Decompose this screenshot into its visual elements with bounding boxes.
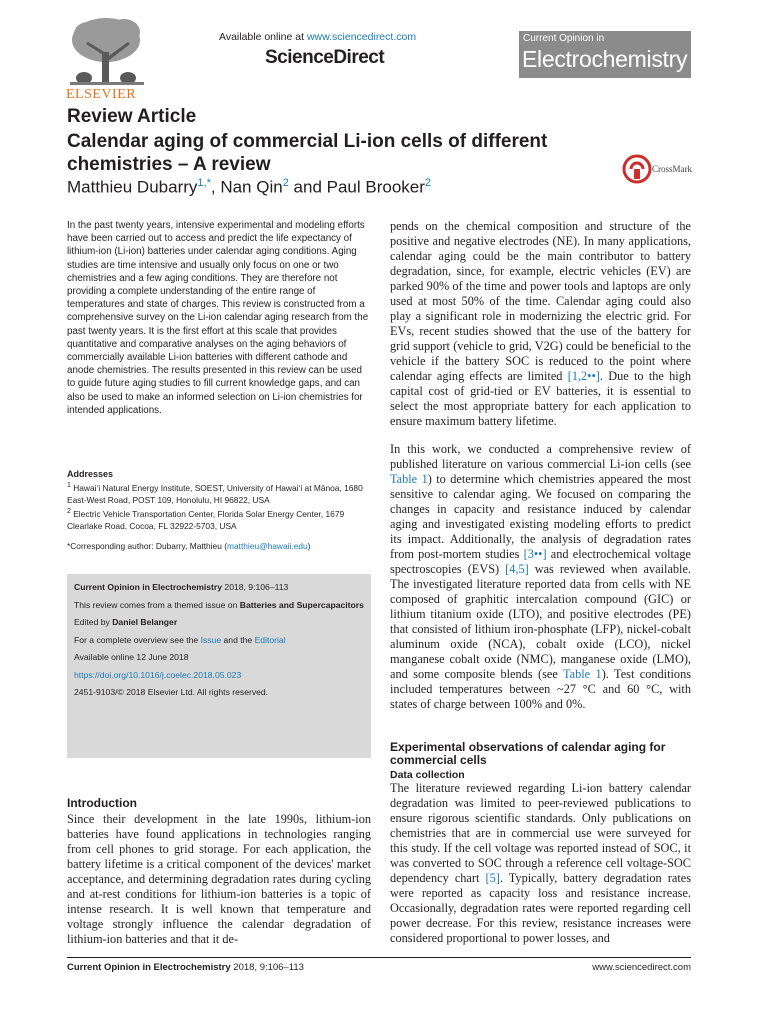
info-citation <box>74 581 364 593</box>
p2-text-c: and electrochemical voltage spectroscopies (EVS) <box>390 547 691 576</box>
elsevier-tree-logo <box>66 12 148 90</box>
author-name: Nan Qin <box>220 177 283 197</box>
issue-link[interactable]: Issue <box>200 634 222 645</box>
addresses-heading: Addresses <box>67 469 114 479</box>
address-1-text: Hawai‘i Natural Energy Institute, SOEST, University of Hawai‘i at Mānoa, 1680 East-West Road, POST 109, Honolulu, HI 96822, USA <box>67 482 363 505</box>
footer-citation <box>67 962 304 973</box>
author-separator: , <box>210 177 221 197</box>
info-and-the: and the <box>221 634 255 645</box>
corr-prefix: *Corresponding author: Dubarry, Matthieu ( <box>67 541 227 551</box>
address-2-sup: 2 <box>67 507 71 515</box>
corresponding-author <box>67 541 371 551</box>
author-affiliation[interactable]: 2 <box>424 177 432 189</box>
publisher-wordmark: ELSEVIER <box>66 87 137 102</box>
title-line-1: Calendar aging of commercial Li-ion cells of different <box>67 131 548 152</box>
corr-email-link[interactable]: matthieu@hawaii.edu <box>226 541 308 551</box>
article-info-box <box>67 574 371 758</box>
info-available: Available online 12 June 2018 <box>74 652 189 662</box>
p2-text-d: was reviewed when available. The investigated literature reported data from cells with NE composed of graphitic intercalation compound (GIC) or lithium titanium oxide (LTO), and positive electrodes (PE) that consisted of lithium iron-phosphate (LFP), nickel-cobalt aluminum oxide (NCA), cobalt oxide (LCO), nickel manganese cobalt oxide (NMC), manganese oxide (LMO), and some composite blends (see <box>390 562 691 681</box>
addresses <box>67 468 371 532</box>
author-list <box>67 177 431 198</box>
footer-url[interactable]: www.sciencedirect.com <box>592 962 691 973</box>
p3-text-b: . Typically, battery degradation rates were reported as capacity loss and resistance increase. Occasionally, degradation rates were reported regarding cell power decrease. For this review, resistance increases were considered proportional to power losses, and <box>390 871 691 945</box>
available-online-line <box>219 31 416 43</box>
footer-citation-text: 2018, 9:106–113 <box>230 962 304 973</box>
table-1-link[interactable]: Table 1 <box>390 472 428 486</box>
body-paragraph-1 <box>390 219 691 429</box>
footer-journal: Current Opinion in Electrochemistry <box>67 962 231 973</box>
article-type: Review Article <box>67 106 197 127</box>
reference-link[interactable]: [5] <box>485 871 500 885</box>
p1-text-a: pends on the chemical composition and structure of the positive and negative electrodes (NE). In many applications, calendar aging could be the main contributor to battery degradation, since, for example, electric vehicles (EV) are parked 90% of the time and power tools and laptops are only used at most 50% of the time. Calendar aging could also play a significant role in modernizing the electric grid. For EVs, recent studies showed that the use of the battery for grid support (vehicle to grid, V2G) could be beneficial to the vehicle if the battery SOC is reduced to the point where calendar aging effects are limited <box>390 219 691 383</box>
section-heading: Experimental observations of calendar aging for commercial cells <box>390 740 666 767</box>
info-theme-name: Batteries and Supercapacitors <box>239 599 364 610</box>
journal-banner <box>519 31 691 78</box>
info-theme-prefix: This review comes from a themed issue on <box>74 599 240 610</box>
info-theme <box>74 599 364 611</box>
journal-banner-small: Current Opinion in <box>523 33 605 44</box>
author-separator: and <box>288 177 327 197</box>
body-paragraph-3 <box>390 781 691 946</box>
crossmark-icon <box>622 154 652 184</box>
crossmark-badge[interactable] <box>618 151 696 187</box>
info-copyright: 2451-9103/© 2018 Elsevier Ltd. All rights reserved. <box>74 687 269 697</box>
info-editor-name: Daniel Belanger <box>112 617 178 627</box>
author-name: Matthieu Dubarry <box>67 177 198 197</box>
footer-rule <box>67 957 691 958</box>
introduction-text: Since their development in the late 1990s, lithium-ion batteries have found applications in technologies ranging from cell phones to grid storage. For each application, the battery lifetime is a critical component of the devices' market acceptance, and determining degradation rates during cycling and at-rest conditions for lithium-ion batteries is a topic of intense research. It is well known that temperature and voltage strongly influence the calendar degradation of lithium-ion batteries and that it de- <box>67 812 371 946</box>
author-affiliation[interactable]: 1,* <box>197 177 211 189</box>
abstract: In the past twenty years, intensive experimental and modeling efforts have been carried out to access and predict the life expectancy of lithium-ion (Li-ion) batteries under calendar aging conditions. Aging studies are time intensive and usually only focus on one or two chemistries and a few aging conditions. They are therefore not providing a complete understanding of the entire range of temperatures and state of charges. This review is constructed from a comprehensive survey on the Li-ion calendar aging research from the past twenty years. It is the first effort at this scale that provides quantitative and comparative analyses on the aging behaviors of commercially available Li-ion batteries with different cathode and anode chemistries. The results presented in this review can be used to guide future aging studies to fill current knowledge gaps, and can also be used to make an informed selection on Li-ion chemistries for intended applications. <box>67 220 369 416</box>
title-line-2: chemistries – A review <box>67 154 271 175</box>
article-title <box>67 130 597 176</box>
info-overview <box>74 634 364 646</box>
p3-text-a: The literature reviewed regarding Li-ion battery calendar degradation was limited to peer-reviewed publications to ensure rigorous scientific standards. Only publications on chemistries that are in commercial use were surveyed for this study. If the cell voltage was reported instead of SOC, it was converted to SOC through a reference cell voltage-SOC dependency chart <box>390 781 691 885</box>
p1-text-b: . Due to the high capital cost of grid-tied or EV batteries, it is essential to select the most appropriate battery for each application to ensure maximum battery lifetime. <box>390 369 691 428</box>
info-overview-prefix: For a complete overview see the <box>74 634 201 645</box>
address-2-text: Electric Vehicle Transportation Center, Florida Solar Energy Center, 1679 Clearlake Road, Cocoa, FL 32922-5703, USA <box>67 508 345 531</box>
p2-text-b: ) to determine which chemistries appeared the most sensitive to calendar aging. We focused on comparing the changes in capacity and resistance induced by calendar aging and investigated existing modeling efforts to predict its impact. Additionally, the analysis of degradation rates from post-mortem studies <box>390 472 691 561</box>
body-paragraph-2 <box>390 442 691 712</box>
editorial-link[interactable]: Editorial <box>254 634 286 645</box>
author-affiliation[interactable]: 2 <box>282 177 289 189</box>
table-1-link[interactable]: Table 1 <box>562 667 602 681</box>
reference-link[interactable]: [1,2••] <box>567 369 600 383</box>
doi-link[interactable]: https://doi.org/10.1016/j.coelec.2018.05.023 <box>74 669 242 680</box>
corr-suffix: ) <box>307 541 311 551</box>
subsection-heading: Data collection <box>390 769 465 781</box>
introduction-heading: Introduction <box>67 796 137 810</box>
address-1-sup: 1 <box>67 482 71 489</box>
journal-banner-title: Electrochemistry <box>522 46 688 72</box>
address-2 <box>67 506 371 532</box>
platform-logo: ScienceDirect <box>265 47 385 68</box>
address-1 <box>67 480 371 506</box>
p2-text-a: In this work, we conducted a comprehensive review of published literature on various commercial Li-ion cells (see <box>390 442 691 471</box>
author-name: Paul Brooker <box>326 177 425 197</box>
info-journal: Current Opinion in Electrochemistry <box>74 582 223 592</box>
sciencedirect-link[interactable]: www.sciencedirect.com <box>306 31 417 43</box>
info-editor <box>74 616 364 628</box>
available-prefix: Available online at <box>219 31 307 43</box>
reference-link[interactable]: [4,5] <box>505 562 529 576</box>
info-citation-text: 2018, 9:106–113 <box>222 582 289 592</box>
reference-link[interactable]: [3••] <box>523 547 547 561</box>
info-editor-prefix: Edited by <box>74 617 113 627</box>
crossmark-label: CrossMark <box>652 164 692 174</box>
p2-text-e: ). Test conditions included temperatures between ~27 °C and 60 °C, with states of charge between 100% and 0%. <box>390 667 691 711</box>
